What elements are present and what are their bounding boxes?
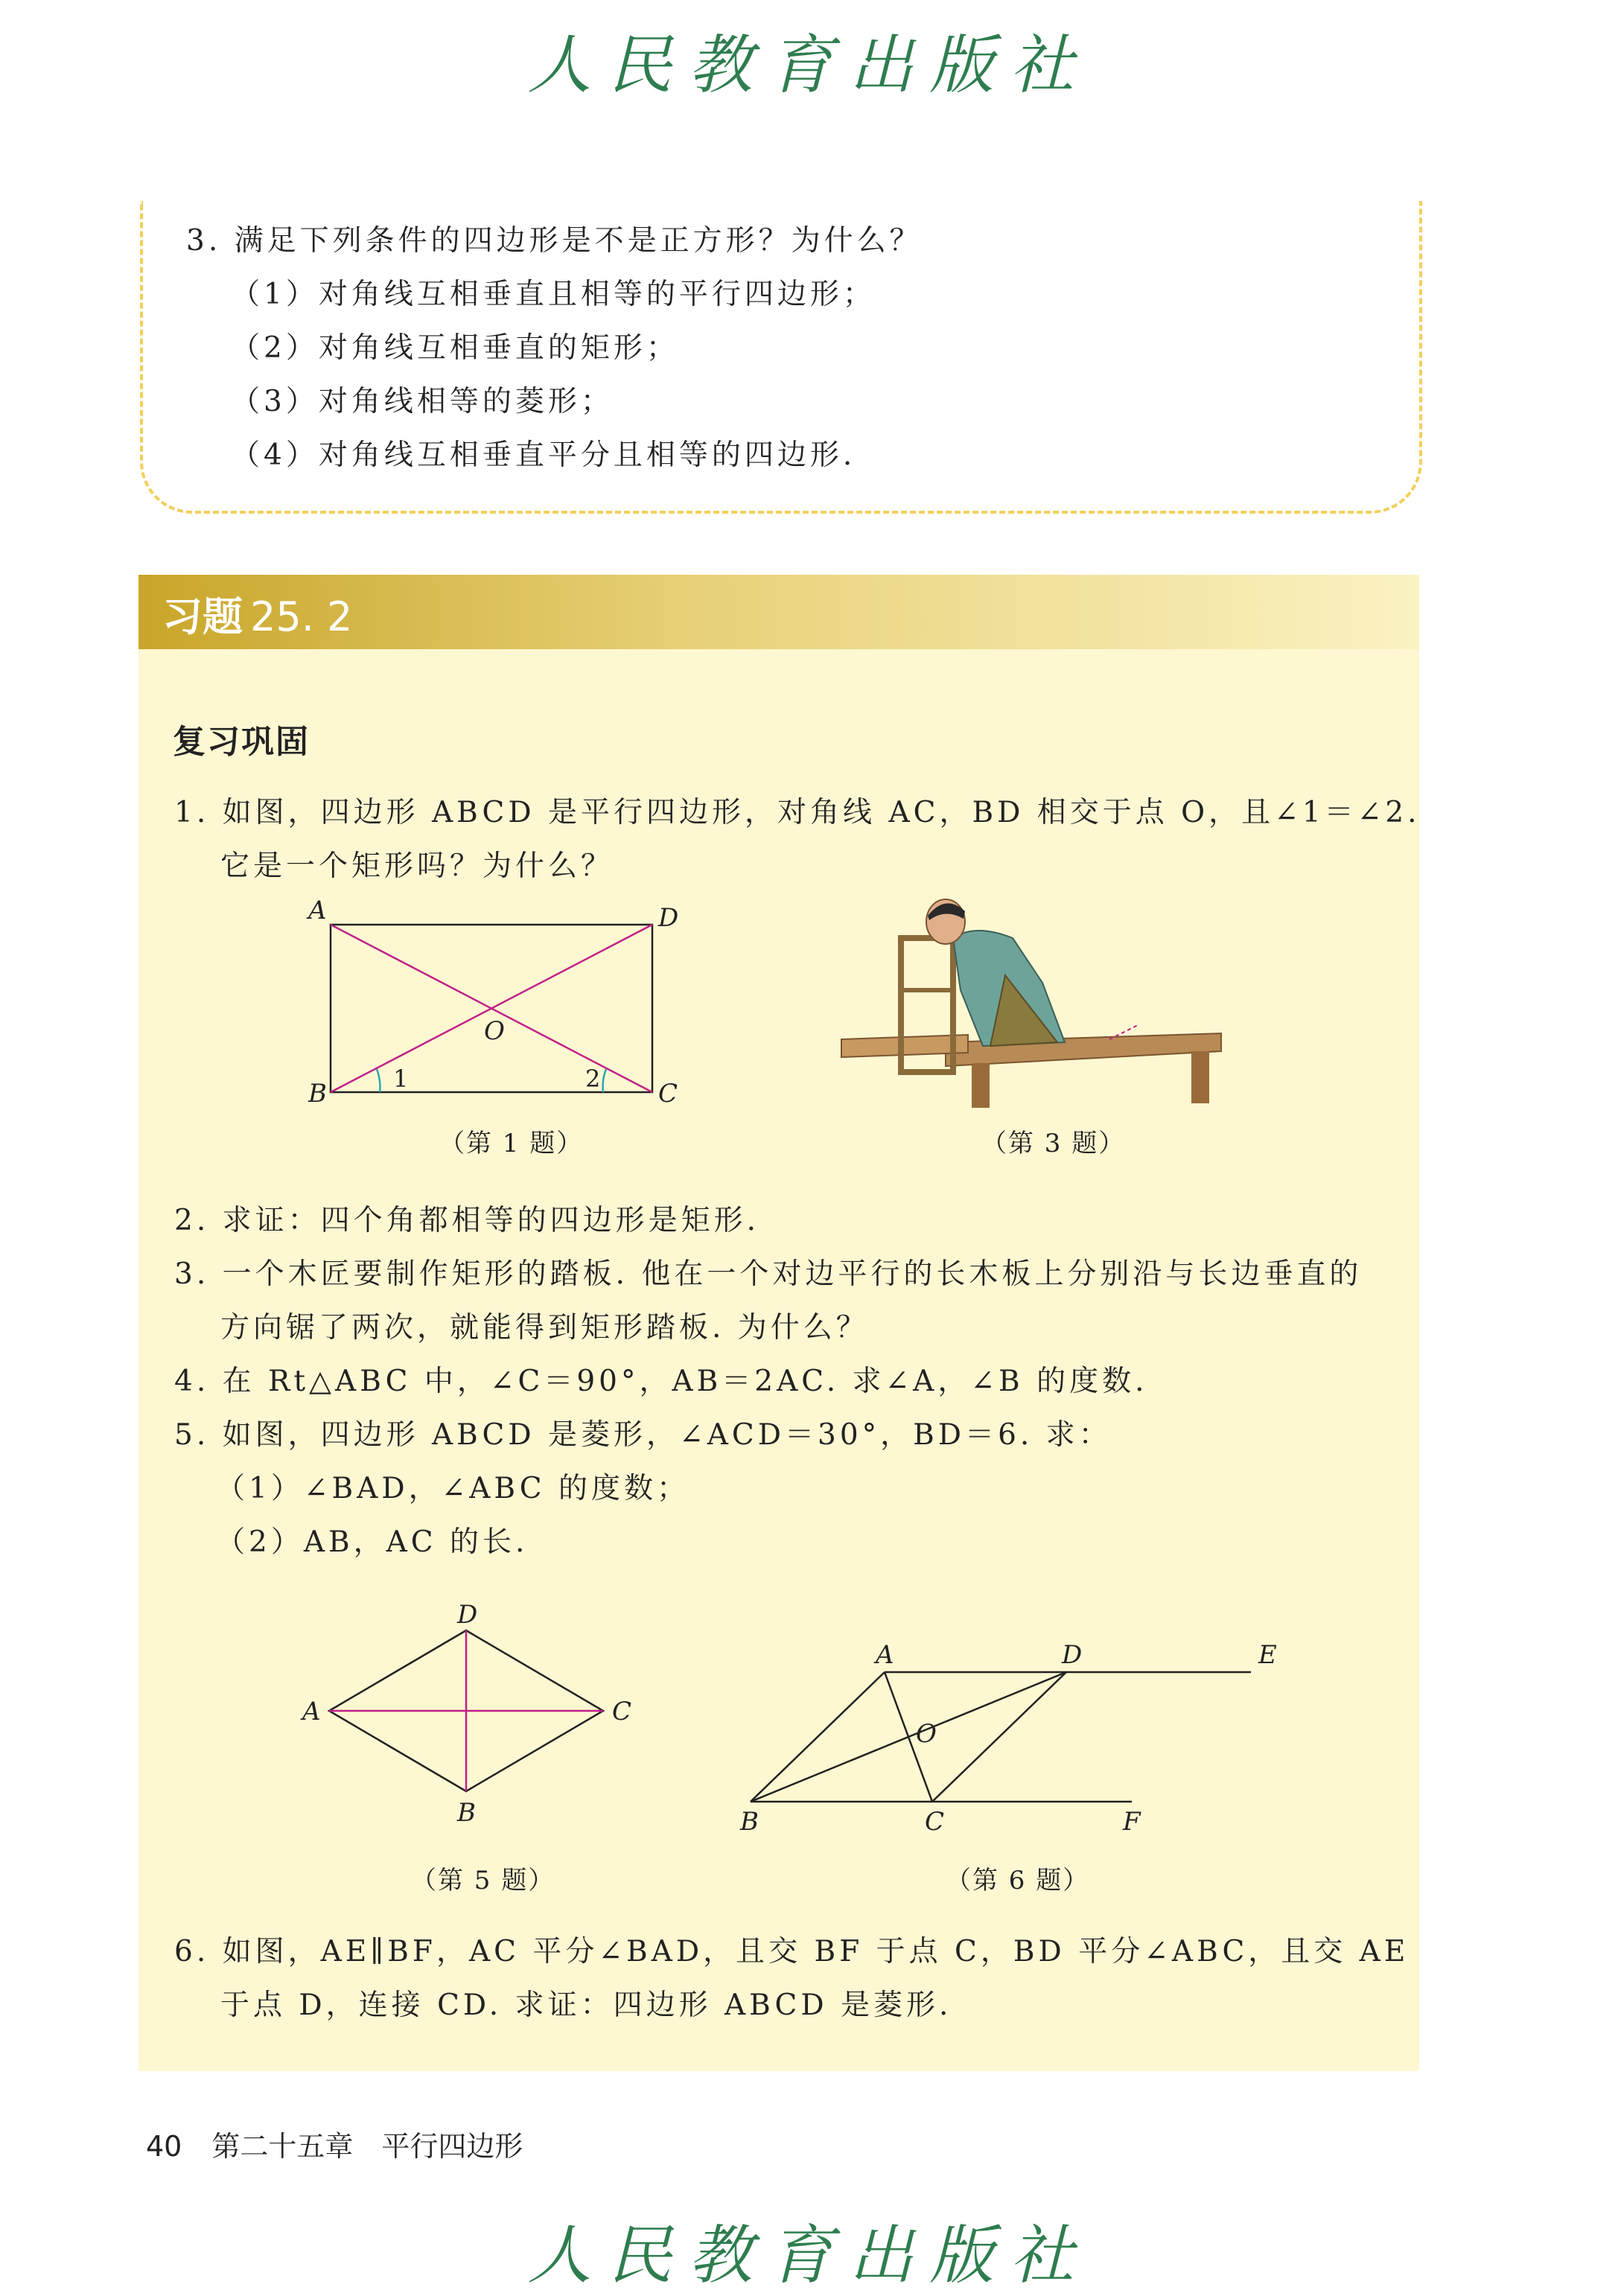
fig6-label-f: F xyxy=(1123,1807,1141,1837)
problem-4: 4. 在 Rt△ABC 中，∠C＝90°，AB＝2AC. 求∠A，∠B 的度数. xyxy=(174,1365,1148,1398)
publisher-logo-bottom: 人民教育出版社 xyxy=(527,2219,1091,2293)
problem-3-line-1: 3. 一个木匠要制作矩形的踏板. 他在一个对边平行的长木板上分别沿与长边垂直的 xyxy=(174,1257,1363,1291)
fig1-angle-1-arc xyxy=(377,1069,380,1092)
fig5-label-a: A xyxy=(302,1697,321,1726)
think-condition-1: （1）对角线互相垂直且相等的平行四边形； xyxy=(231,278,876,311)
figure-3-carpenter-illustration xyxy=(841,893,1229,1109)
fig1-label-angle-1: 1 xyxy=(393,1065,409,1093)
fig6-label-c: C xyxy=(925,1807,945,1837)
problem-5-part-2: （2）AB，AC 的长. xyxy=(216,1525,529,1559)
publisher-logo-top: 人民教育出版社 xyxy=(527,28,1091,103)
fig1-label-a: A xyxy=(308,896,327,925)
problem-3-line-2: 方向锯了两次，就能得到矩形踏板. 为什么？ xyxy=(220,1311,869,1345)
think-condition-3: （3）对角线相等的菱形； xyxy=(231,385,614,418)
page-footer xyxy=(146,2123,523,2164)
figure-3-caption: （第 3 题） xyxy=(981,1129,1126,1158)
think-condition-4: （4）对角线互相垂直平分且相等的四边形. xyxy=(231,439,856,472)
bench-leg xyxy=(1191,1051,1209,1103)
fig1-label-d: D xyxy=(658,903,679,933)
problem-2: 2. 求证：四个角都相等的四边形是矩形. xyxy=(174,1204,760,1237)
fig6-segment-ab xyxy=(751,1672,885,1802)
figure-5 xyxy=(290,1601,648,1839)
chapter-title: 第二十五章 平行四边形 xyxy=(211,2130,523,2163)
problem-1-line-2: 它是一个矩形吗？为什么？ xyxy=(220,849,614,883)
fig1-label-c: C xyxy=(658,1079,678,1109)
fig5-label-b: B xyxy=(457,1798,476,1828)
bench-leg xyxy=(972,1063,990,1108)
wooden-board xyxy=(841,1035,968,1057)
fig6-segment-cd xyxy=(932,1672,1066,1802)
think-condition-2: （2）对角线互相垂直的矩形； xyxy=(231,331,679,365)
fig1-label-angle-2: 2 xyxy=(585,1065,601,1093)
fig6-label-d: D xyxy=(1062,1640,1083,1670)
problem-1-line-1: 1. 如图，四边形 ABCD 是平行四边形，对角线 AC，BD 相交于点 O，且∠1＝∠2. xyxy=(174,796,1421,829)
fig6-label-o: O xyxy=(916,1719,937,1749)
figure-6-caption: （第 6 题） xyxy=(946,1866,1090,1895)
exercise-title: 习题 25. 2 xyxy=(162,593,353,640)
figure-1 xyxy=(298,896,700,1124)
exercise-header xyxy=(138,575,1419,649)
figure-5-caption: （第 5 题） xyxy=(411,1866,555,1895)
think-question: 3. 满足下列条件的四边形是不是正方形？为什么？ xyxy=(186,224,923,258)
fig1-label-b: B xyxy=(308,1079,327,1109)
problem-6-line-2: 于点 D，连接 CD. 求证：四边形 ABCD 是菱形. xyxy=(220,1989,952,2022)
fig5-label-d: D xyxy=(457,1600,478,1630)
fig6-label-b: B xyxy=(740,1807,759,1837)
figure-1-caption: （第 1 题） xyxy=(439,1129,584,1158)
problem-6-line-1: 6. 如图，AE∥BF，AC 平分∠BAD，且交 BF 于点 C，BD 平分∠ABC，且交 AE xyxy=(174,1935,1410,1968)
page-number: 40 xyxy=(146,2130,182,2163)
fig5-label-c: C xyxy=(612,1697,632,1726)
problem-5-part-1: （1）∠BAD，∠ABC 的度数； xyxy=(216,1472,690,1505)
fig6-label-e: E xyxy=(1258,1640,1277,1670)
figure-6 xyxy=(730,1630,1281,1839)
section-title: 复习巩固 xyxy=(173,723,310,761)
fig1-angle-2-arc xyxy=(603,1069,606,1092)
fig1-label-o: O xyxy=(484,1016,505,1046)
problem-5: 5. 如图，四边形 ABCD 是菱形，∠ACD＝30°，BD＝6. 求： xyxy=(174,1418,1112,1452)
fig6-label-a: A xyxy=(876,1640,894,1670)
